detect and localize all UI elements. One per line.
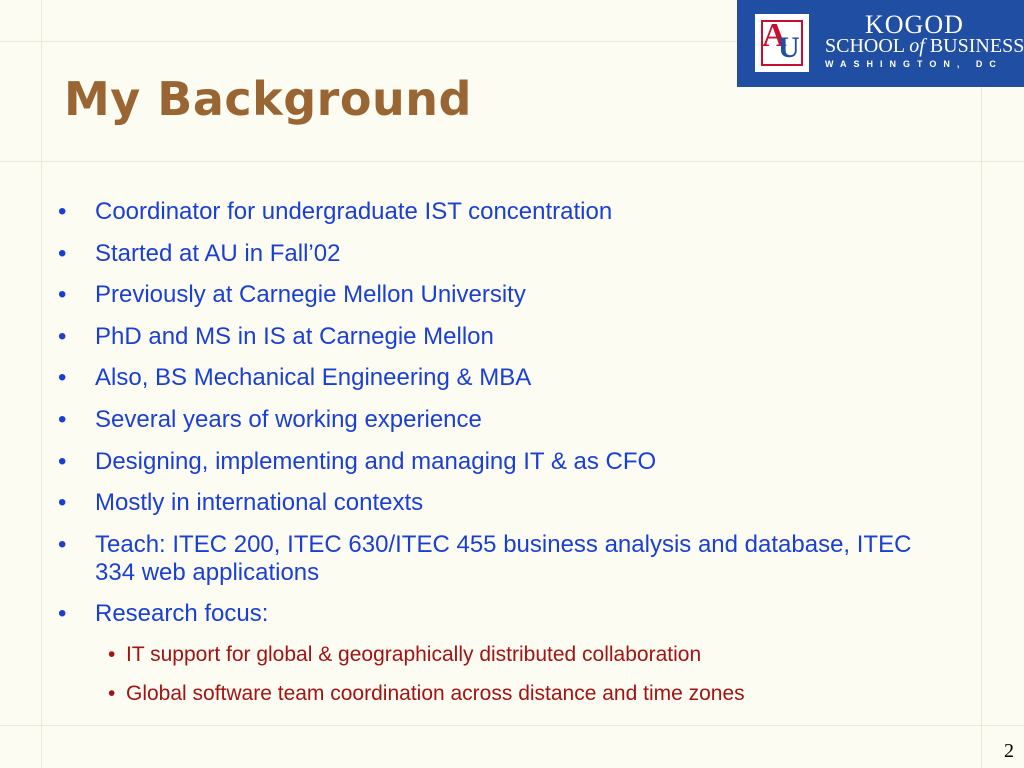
guide-line-title-bottom <box>0 161 1024 162</box>
bullet-item: • Several years of working experience <box>58 406 938 434</box>
bullet-item: • Previously at Carnegie Mellon University <box>58 281 938 309</box>
bullet-list <box>58 198 938 720</box>
sub-bullet-item: • IT support for global & geographically distributed collaboration <box>58 642 938 668</box>
bullet-item: • PhD and MS in IS at Carnegie Mellon <box>58 323 938 351</box>
guide-line-footer <box>0 725 1024 726</box>
bullet-item: • Coordinator for undergraduate IST concentration <box>58 198 938 226</box>
bullet-item: • Started at AU in Fall’02 <box>58 240 938 268</box>
seal-letter-u: U <box>778 31 800 64</box>
guide-line-left <box>41 0 42 768</box>
logo-of-text: of <box>909 35 925 57</box>
bullet-item: • Teach: ITEC 200, ITEC 630/ITEC 455 business analysis and database, ITEC 334 web applications <box>58 531 938 587</box>
logo-business-text: BUSINESS <box>929 35 1024 57</box>
logo-school-of-business <box>825 36 1024 56</box>
bullet-item: • Also, BS Mechanical Engineering & MBA <box>58 364 938 392</box>
guide-line-right <box>981 0 982 768</box>
seal-letter-a: A <box>762 17 787 54</box>
bullet-item: • Research focus: <box>58 600 938 628</box>
bullet-item: • Mostly in international contexts <box>58 489 938 517</box>
logo-kogod-text: KOGOD <box>865 10 964 39</box>
au-seal-icon <box>755 14 809 72</box>
kogod-logo <box>737 0 1024 87</box>
bullet-item: • Designing, implementing and managing IT & as CFO <box>58 448 938 476</box>
logo-location-text: WASHINGTON, DC <box>825 59 1003 69</box>
page-number: 2 <box>1004 740 1014 762</box>
slide-title: My Background <box>64 72 472 126</box>
logo-school-text: SCHOOL <box>825 35 905 57</box>
sub-bullet-item: • Global software team coordination across distance and time zones <box>58 681 938 707</box>
